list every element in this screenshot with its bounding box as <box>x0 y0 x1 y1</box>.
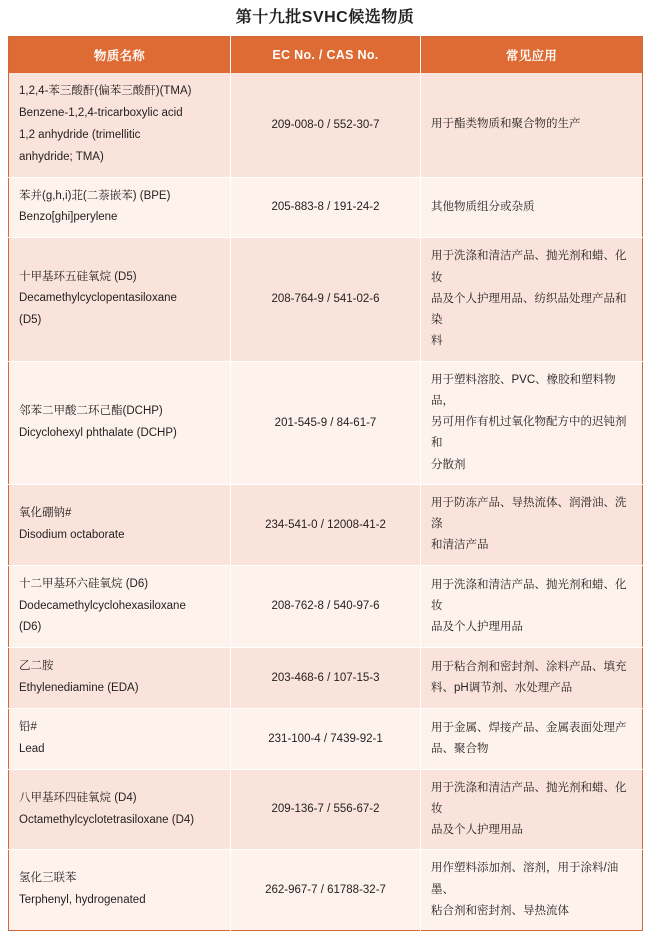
substance-name-line: 铅# <box>19 720 37 733</box>
substance-name-line: (D5) <box>19 314 42 327</box>
cell-substance-name <box>9 850 231 931</box>
cell-common-uses <box>421 177 643 238</box>
cell-ec-cas-number: 209-008-0 / 552-30-7 <box>231 73 421 177</box>
table-row <box>9 565 643 648</box>
column-header-ec-cas: EC No. / CAS No. <box>231 37 421 74</box>
cell-ec-cas-number: 203-468-6 / 107-15-3 <box>231 648 421 709</box>
cell-ec-cas-number: 208-764-9 / 541-02-6 <box>231 238 421 361</box>
svhc-candidate-table <box>8 36 643 931</box>
substance-name-line: Octamethylcyclotetrasiloxane (D4) <box>19 813 195 826</box>
table-header-row <box>9 37 643 74</box>
common-use-line: 用于粘合剂和密封剂、涂料产品、填充 <box>431 660 627 673</box>
table-header <box>9 37 643 74</box>
common-use-line: 分散剂 <box>431 458 466 471</box>
common-use-line: 用于洗涤和清洁产品、抛光剂和蜡、化妆 <box>431 781 627 815</box>
substance-name-line: Disodium octaborate <box>19 528 125 541</box>
common-use-line: 品、聚合物 <box>431 742 489 755</box>
substance-name-line: Ethylenediamine (EDA) <box>19 682 139 695</box>
cell-substance-name <box>9 565 231 648</box>
common-use-line: 用作塑料添加剂、溶剂，用于涂料/油墨、 <box>431 862 619 896</box>
cell-common-uses <box>421 648 643 709</box>
common-use-line: 用于金属、焊接产品、金属表面处理产 <box>431 721 627 734</box>
substance-name-line: 1,2,4-苯三酸酐(偏苯三酸酐)(TMA) <box>19 85 192 98</box>
cell-substance-name <box>9 177 231 238</box>
cell-substance-name <box>9 238 231 361</box>
cell-substance-name <box>9 361 231 484</box>
substance-name-line: Terphenyl, hydrogenated <box>19 894 146 907</box>
substance-name-line: Benzo[ghi]perylene <box>19 211 118 224</box>
cell-ec-cas-number: 205-883-8 / 191-24-2 <box>231 177 421 238</box>
substance-name-line: Lead <box>19 742 45 755</box>
substance-name-line: (D6) <box>19 621 42 634</box>
table-row <box>9 361 643 484</box>
substance-name-line: 十甲基环五硅氧烷 (D5) <box>19 270 137 283</box>
cell-common-uses <box>421 238 643 361</box>
cell-common-uses <box>421 361 643 484</box>
substance-name-line: Benzene-1,2,4-tricarboxylic acid <box>19 107 183 120</box>
substance-name-line: Dodecamethylcyclohexasiloxane <box>19 599 186 612</box>
table-row <box>9 850 643 931</box>
common-use-line: 和清洁产品 <box>431 539 489 552</box>
cell-substance-name <box>9 648 231 709</box>
cell-common-uses <box>421 850 643 931</box>
table-row <box>9 648 643 709</box>
substance-name-line: 乙二胺 <box>19 660 54 673</box>
column-header-common-uses: 常见应用 <box>421 37 643 74</box>
substance-name-line: 氢化三联苯 <box>19 872 77 885</box>
substance-name-line: 邻苯二甲酸二环己酯(DCHP) <box>19 404 163 417</box>
cell-common-uses <box>421 73 643 177</box>
common-use-line: 品及个人护理用品、纺织品处理产品和染 <box>431 292 627 327</box>
cell-ec-cas-number: 234-541-0 / 12008-41-2 <box>231 484 421 565</box>
cell-common-uses <box>421 484 643 565</box>
table-row <box>9 769 643 850</box>
table-row <box>9 708 643 769</box>
substance-name-line: 十二甲基环六硅氧烷 (D6) <box>19 577 149 590</box>
substance-name-line: 氧化硼钠# <box>19 506 72 519</box>
substance-name-line: Dicyclohexyl phthalate (DCHP) <box>19 426 177 439</box>
cell-ec-cas-number: 209-136-7 / 556-67-2 <box>231 769 421 850</box>
cell-ec-cas-number: 231-100-4 / 7439-92-1 <box>231 708 421 769</box>
cell-common-uses <box>421 769 643 850</box>
common-use-line: 用于塑料溶胶、PVC、橡胶和塑料物品， <box>431 373 616 407</box>
cell-substance-name <box>9 73 231 177</box>
common-use-line: 用于酯类物质和聚合物的生产 <box>431 118 581 131</box>
cell-substance-name <box>9 484 231 565</box>
table-body <box>9 73 643 931</box>
table-row <box>9 238 643 361</box>
table-row <box>9 73 643 177</box>
cell-ec-cas-number: 201-545-9 / 84-61-7 <box>231 361 421 484</box>
common-use-line: 另可用作有机过氧化物配方中的迟钝剂和 <box>431 416 627 450</box>
substance-name-line: 八甲基环四硅氧烷 (D4) <box>19 791 137 804</box>
substance-name-line: 1,2 anhydride (trimellitic <box>19 128 141 141</box>
common-use-line: 用于防冻产品、导热流体、润滑油、洗涤 <box>431 496 627 531</box>
cell-common-uses <box>421 708 643 769</box>
common-use-line: 料、pH调节剂、水处理产品 <box>431 682 573 695</box>
common-use-line: 品及个人护理用品 <box>431 824 523 837</box>
cell-common-uses <box>421 565 643 648</box>
substance-name-line: anhydride; TMA) <box>19 150 104 163</box>
cell-substance-name <box>9 769 231 850</box>
common-use-line: 其他物质组分或杂质 <box>431 200 535 213</box>
common-use-line: 用于洗涤和清洁产品、抛光剂和蜡、化妆 <box>431 250 627 284</box>
substance-name-line: Decamethylcyclopentasiloxane <box>19 292 177 305</box>
common-use-line: 品及个人护理用品 <box>431 621 523 634</box>
cell-substance-name <box>9 708 231 769</box>
cell-ec-cas-number: 262-967-7 / 61788-32-7 <box>231 850 421 931</box>
common-use-line: 粘合剂和密封剂、导热流体 <box>431 904 569 917</box>
table-row <box>9 177 643 238</box>
cell-ec-cas-number: 208-762-8 / 540-97-6 <box>231 565 421 648</box>
column-header-substance-name: 物质名称 <box>9 37 231 74</box>
common-use-line: 用于洗涤和清洁产品、抛光剂和蜡、化妆 <box>431 578 627 612</box>
table-row <box>9 484 643 565</box>
substance-name-line: 苯并(g,h,i)苝(二萘嵌苯) (BPE) <box>19 189 171 202</box>
page-title: 第十九批SVHC候选物质 <box>235 9 415 26</box>
common-use-line: 料 <box>431 335 443 348</box>
